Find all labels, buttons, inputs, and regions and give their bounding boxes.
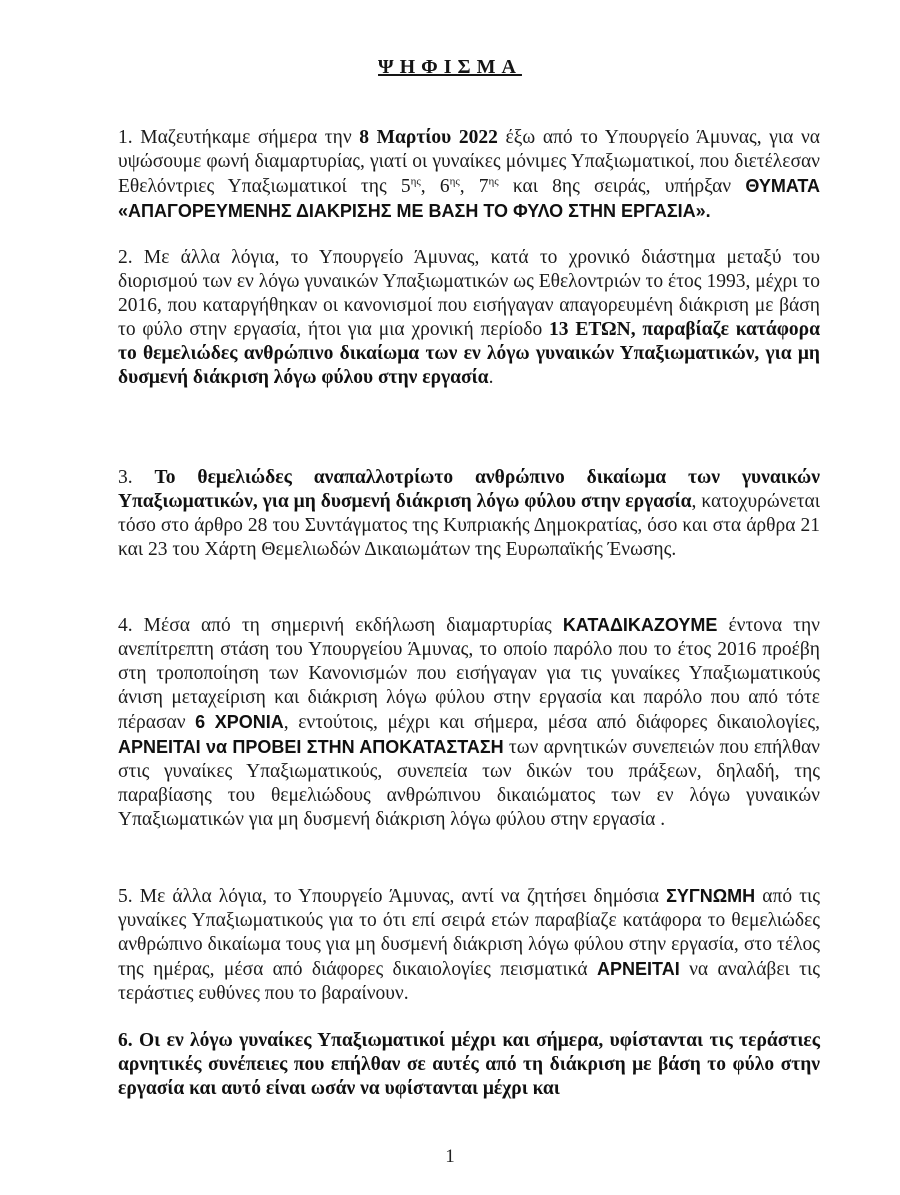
paragraph-5: [118, 884, 820, 1006]
emphasis-text: 6. Οι εν λόγω γυναίκες Υπαξιωματικοί μέχρι και σήμερα, υφίστανται τις τεράστιες αρνητικές συνέπειες που επήλθαν σε αυτές από τη διάκριση με βάση το φύλο στην εργασία και αυτό είναι ωσάν να υφίστανται μέχρι και: [118, 1030, 820, 1099]
emphasis-text: ΣΥΓΝΩΜΗ: [666, 886, 756, 906]
paragraph-text: , κατοχυρώνεται τόσο στο άρθρο 28 του Συντάγματος της Κυπριακής Δημοκρατίας, όσο και στα άρθρα 21 και 23 του Χάρτη Θεμελιωδών Δικαιωμάτων της Ευρωπαϊκής Ένωσης.: [118, 491, 820, 560]
ordinal-suffix: ης: [449, 175, 460, 188]
emphasis-text: 13 ΕΤΩΝ, παραβίαζε κατάφορα το θεμελιώδες ανθρώπινο δικαίωμα των εν λόγω γυναικών Υπαξιωματικών, για μη δυσμενή διάκριση λόγω φύλου στην εργασία: [118, 319, 820, 388]
emphasis-text: ΚΑΤΑΔΙΚΑΖΟΥΜΕ: [562, 615, 718, 635]
emphasis-text: 8 Μαρτίου 2022: [359, 127, 498, 148]
emphasis-text: ΑΡΝΕΙΤΑΙ να ΠΡΟΒΕΙ ΣΤΗΝ ΑΠΟΚΑΤΑΣΤΑΣΗ: [118, 737, 504, 757]
paragraph-text: 1. Μαζευτήκαμε σήμερα την: [118, 127, 360, 148]
paragraph-text: .: [488, 367, 494, 388]
paragraph-text: έξω από το Υπουργείο Άμυνας, για να υψώσουμε φωνή διαμαρτυρίας, γιατί οι γυναίκες μόνιμες Υπαξιωματικοί, που διετέλεσαν Εθελόντριες Υπαξιωματικοί της 5: [118, 127, 820, 197]
paragraph-4: [118, 613, 820, 832]
paragraph-text: , εντούτοις, μέχρι και σήμερα, μέσα από διάφορες δικαιολογίες,: [283, 712, 820, 733]
page-number: 1: [445, 1146, 455, 1167]
emphasis-text: 6 ΧΡΟΝΙΑ: [195, 712, 284, 732]
emphasis-text: ΑΡΝΕΙΤΑΙ: [597, 959, 680, 979]
paragraph-text: 2. Με άλλα λόγια, το Υπουργείο Άμυνας, κατά το χρονικό διάστημα μεταξύ του διορισμού των εν λόγω γυναικών Υπαξιωματικών ως Εθελοντριών το έτος 1993, μέχρι το 2016, που καταργήθηκαν οι κανονισμοί που εισήγαγαν απαγορευμένη διάκριση με βάση το φύλο στην εργασία, ήτοι για μια χρονική περίοδο: [118, 247, 820, 340]
paragraph-text: 5. Με άλλα λόγια, το Υπουργείο Άμυνας, αντί να ζητήσει δημόσια: [118, 886, 667, 907]
emphasis-text: ΘΥΜΑΤΑ «ΑΠΑΓΟΡΕΥΜΕΝΗΣ ΔΙΑΚΡΙΣΗΣ ΜΕ ΒΑΣΗ ΤΟ ΦΥΛΟ ΣΤΗΝ ΕΡΓΑΣΙΑ».: [118, 176, 820, 221]
paragraph-text: να αναλάβει τις τεράστιες ευθύνες που το βαραίνουν.: [118, 959, 820, 1004]
emphasis-text: Το θεμελιώδες αναπαλλοτρίωτο ανθρώπινο δικαίωμα των γυναικών Υπαξιωματικών, για μη δυσμενή διάκριση λόγω φύλου στην εργασία: [118, 467, 820, 512]
paragraph-text: έντονα την ανεπίτρεπτη στάση του Υπουργείου Άμυνας, το οποίο παρόλο που το έτος 2016 προέβη στη τροποποίηση των Κανονισμών που εισήγαγαν για τις γυναίκες Υπαξιωματικούς άνιση μεταχείριση και διάκριση λόγω φύλου στην εργασία και παρόλο που από τότε πέρασαν: [118, 615, 820, 733]
paragraph-text: , 6: [420, 176, 450, 197]
ordinal-suffix: ης: [488, 175, 499, 188]
document-title: ΨΗΦΙΣΜΑ: [378, 56, 522, 78]
paragraph-3: [118, 466, 820, 562]
paragraph-text: από τις γυναίκες Υπαξιωματικούς για το ότι επί σειρά ετών παραβίαζε κατάφορα το θεμελιώδες ανθρώπινο δικαίωμα τους για μη δυσμενή διάκριση λόγω φύλου στην εργασία, στο τέλος της ημέρας, μέσα από διάφορες δικαιολογίες πεισματικά: [118, 886, 821, 980]
paragraph-1: [118, 126, 820, 224]
paragraph-2: [118, 246, 820, 390]
paragraph-6: [118, 1029, 820, 1101]
paragraph-text: των αρνητικών συνεπειών που επήλθαν στις γυναίκες Υπαξιωματικούς, συνεπεία των δικών του πράξεων, δηλαδή, της παραβίασης του θεμελιώδους ανθρώπινου δικαιώματος των εν λόγω γυναικών Υπαξιωματικών για μη δυσμενή διάκριση λόγω φύλου στην εργασία .: [118, 737, 820, 830]
paragraph-text: 4. Μέσα από τη σημερινή εκδήλωση διαμαρτυρίας: [118, 615, 563, 636]
paragraph-text: και 8ης σειράς, υπήρξαν: [498, 176, 746, 197]
paragraph-text: 3.: [118, 467, 155, 488]
ordinal-suffix: ης: [410, 175, 421, 188]
paragraph-text: , 7: [459, 176, 489, 197]
